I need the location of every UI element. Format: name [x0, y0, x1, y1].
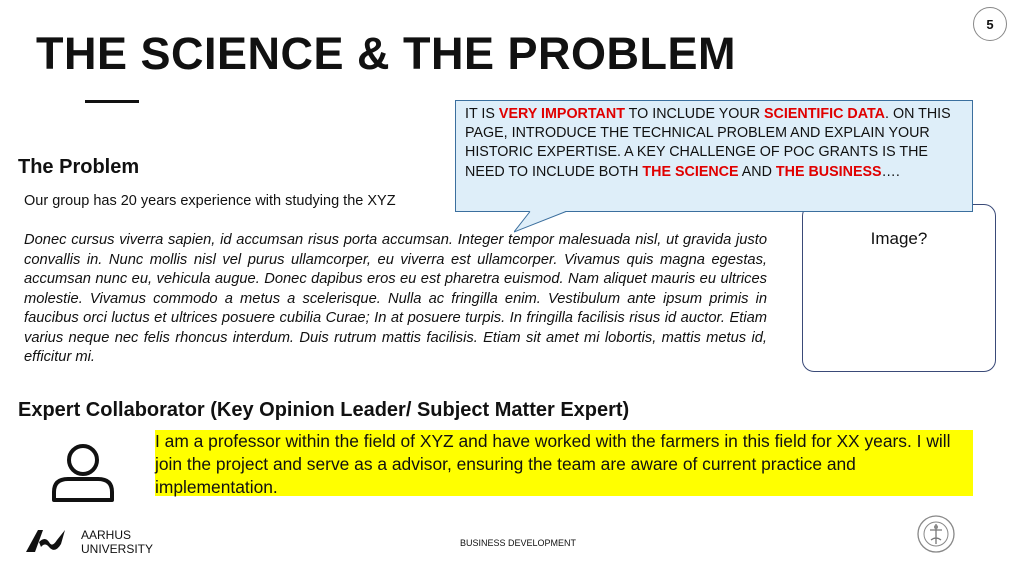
callout-note: [455, 100, 973, 212]
title-underline: [85, 100, 139, 103]
callout-text: IT IS: [465, 106, 499, 122]
callout-tail: [514, 210, 574, 234]
callout-text: AND: [738, 163, 776, 180]
university-name: [81, 528, 153, 556]
university-name-line1: AARHUS: [81, 528, 132, 542]
expert-description: I am a professor within the field of XYZ and have worked with the farmers in this field for XX years. I will join the project and serve as a advisor, ensuring the team are aware of current practice and implementation.: [155, 430, 973, 496]
problem-body-text: Donec cursus viverra sapien, id accumsan risus porta accumsan. Integer tempor malesuada nisl, ut gravida justo convallis in. Nunc mollis nisl vel purus ullamcorper, eu viverra est ullamcorper. Vivamus quis magna egestas, accumsan nunc eu, vehicula augue. Donec dapibus eros eu est pharetra euismod. Nam aliquet mauris eu ultrices molestie. Vivamus commodo a metus a scelerisque. Nulla ac fringilla enim. Vestibulum ante ipsum primis in faucibus orci luctus et ultrices posuere cubilia Curae; In at posuere turpis. In fringilla facilisis risus id auctor. Etiam varius neque nec felis rhoncus interdum. Duis rutrum mattis facilisis. Etiam sit amet mi lobortis, mattis metus id, efficitur mi.: [24, 232, 767, 365]
callout-highlight: SCIENTIFIC DATA: [764, 106, 885, 122]
university-seal-icon: [916, 514, 956, 554]
callout-text: . ON THIS PAGE, INTRODUCE THE TECHNICAL PROBLEM AND EXPLAIN YOUR HISTORIC EXPERTISE. A KEY CHALLENGE OF POC GRANTS IS THE NEED TO INCLUDE BOTH: [465, 106, 951, 180]
expert-heading: Expert Collaborator (Key Opinion Leader/ Subject Matter Expert): [18, 399, 630, 421]
problem-heading: The Problem: [18, 156, 140, 178]
callout-highlight: THE BUSINESS: [775, 163, 882, 180]
person-icon: [50, 441, 116, 503]
callout-highlight: VERY IMPORTANT: [498, 106, 625, 122]
university-name-line2: UNIVERSITY: [81, 542, 154, 556]
page-number: 5: [973, 7, 1007, 41]
callout-text: ….: [881, 163, 900, 180]
image-placeholder-label: Image?: [870, 229, 928, 248]
problem-intro: Our group has 20 years experience with studying the XYZ: [24, 193, 396, 209]
page-title: THE SCIENCE & THE PROBLEM: [36, 28, 737, 79]
callout-highlight: THE SCIENCE: [642, 163, 739, 180]
image-placeholder-box: [802, 204, 996, 372]
footer-department: BUSINESS DEVELOPMENT: [460, 538, 577, 548]
callout-text: TO INCLUDE YOUR: [624, 106, 764, 122]
aarhus-university-logo-icon: [25, 528, 67, 554]
